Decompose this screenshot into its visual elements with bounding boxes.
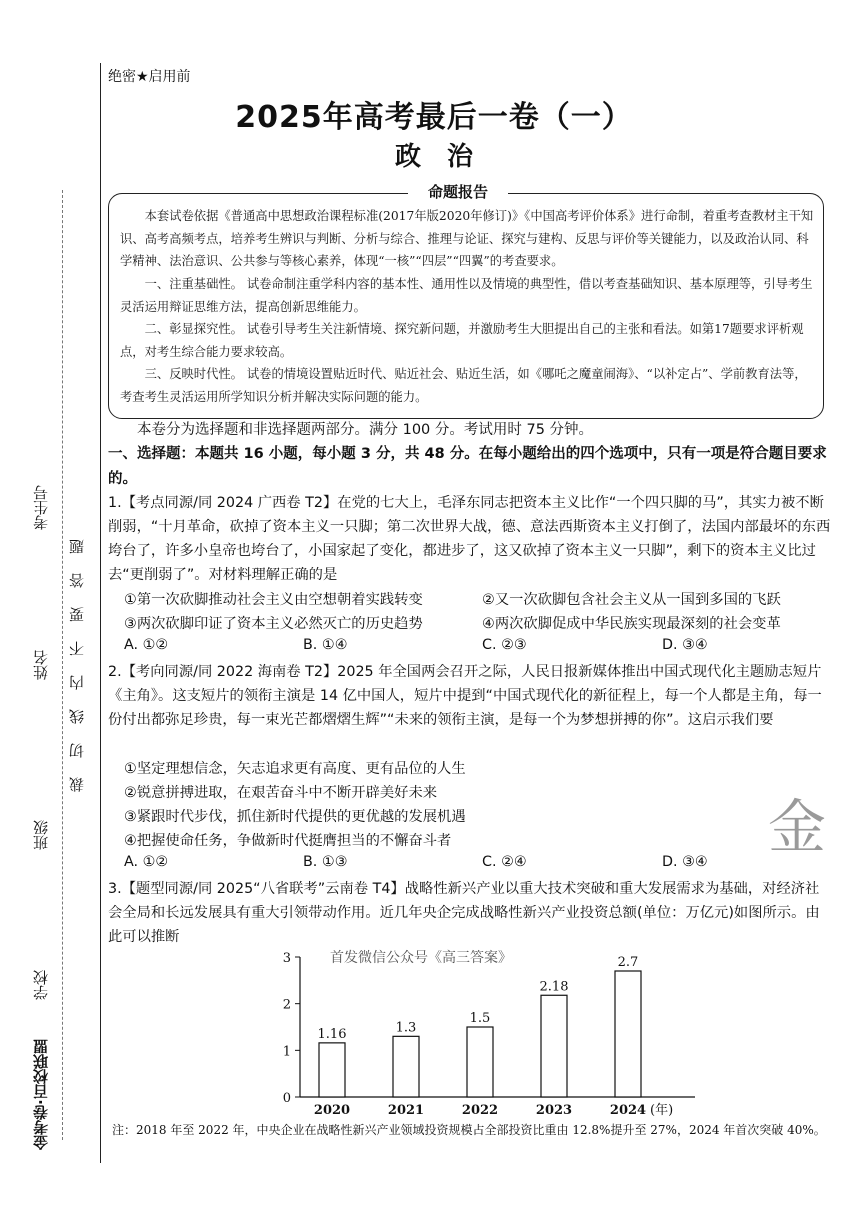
q2-statement-4: ④把握使命任务，争做新时代挺膺担当的不懈奋斗者 <box>124 833 452 849</box>
cut-line <box>62 190 63 1140</box>
q2-statement-2: ②锐意拼搏进取，在艰苦奋斗中不断开辟美好未来 <box>124 785 438 801</box>
x-unit-label: (年) <box>650 1103 674 1118</box>
report-heading: 命题报告 <box>408 181 508 202</box>
q1-statement-1: ①第一次砍脚推动社会主义由空想朝着实践转变 <box>124 592 423 608</box>
bar <box>467 1027 493 1097</box>
question-2-stem: 2.【考向同源/同 2022 海南卷 T2】2025 年全国两会召开之际，人民日报新媒体推出中国式现代化主题励志短片《主角》。这支短片的领衔主演是 14 亿中国人，短片中提到“中国式现代化的新征程上，每一个人都是主角，每一份付出都弥足珍贵，每一束光芒都熠熠生辉”“未来的领衔主演，是每一个为梦想拼搏的你”。这启示我们要 <box>108 664 822 728</box>
class-label: 班级 <box>32 820 50 850</box>
page-title: 2025年高考最后一卷（一） <box>235 100 633 135</box>
y-tick-label: 1 <box>282 1044 291 1060</box>
data-label: 1.3 <box>395 1020 417 1036</box>
exam-intro: 本卷分为选择题和非选择题两部分。满分 100 分。考试用时 75 分钟。 <box>137 422 594 438</box>
data-label: 1.16 <box>317 1026 347 1042</box>
x-tick-label: 2021 <box>387 1103 425 1118</box>
report-para-2: 一、注重基础性。 试卷命制注重学科内容的基本性、通用性以及情境的典型性，借以考查基础知识、基本原理等，引导考生灵活运用辩证思维方法，提高创新思维能力。 <box>120 277 813 314</box>
x-tick-label: 2023 <box>535 1103 573 1118</box>
investment-bar-chart <box>270 945 710 1120</box>
bar <box>541 995 567 1097</box>
school-label: 学校 <box>32 970 50 1000</box>
q1-statement-3: ③两次砍脚印证了资本主义必然灭亡的历史趋势 <box>124 616 423 632</box>
q2-statement-1: ①坚定理想信念，矢志追求更有高度、更有品位的人生 <box>124 761 466 777</box>
report-para-3: 二、彰显探究性。 试卷引导考生关注新情境、探究新问题，并激励考生大胆提出自己的主张和看法。如第17题要求评析观点，对考生综合能力要求较高。 <box>120 322 804 359</box>
q2-statement-3: ③紧跟时代步伐，抓住新时代提供的更优越的发展机遇 <box>124 809 466 825</box>
q2-option-a: A. ①② <box>124 854 169 870</box>
q2-option-d: D. ③④ <box>662 854 708 870</box>
q1-option-b: B. ①④ <box>303 637 348 653</box>
x-tick-label: 2020 <box>313 1103 351 1118</box>
q2-option-c: C. ②④ <box>482 854 527 870</box>
question-3-stem: 3.【题型同源/同 2025“八省联考”云南卷 T4】战略性新兴产业以重大技术突破和重大发展需求为基础，对经济社会全局和长远发展具有重大引领带动作用。近几年央企完成战略性新兴产业投资总额(单位：万亿元)如图所示。由此可以推断 <box>108 881 820 945</box>
x-tick-label: 2022 <box>461 1103 499 1118</box>
q1-option-c: C. ②③ <box>482 637 527 653</box>
cut-line-text: 裁 切 线 内 不 要 答 题 <box>68 537 86 793</box>
exam-number-label: 考生号 <box>32 485 50 530</box>
y-tick-label: 3 <box>282 951 291 966</box>
bar <box>393 1036 419 1097</box>
y-tick-label: 2 <box>282 997 291 1013</box>
brand-label: 金考卷·百校联盟 <box>32 1039 50 1150</box>
x-tick-label: 2024 <box>609 1103 647 1118</box>
subject-title: 政 治 <box>394 142 473 172</box>
data-label: 1.5 <box>469 1011 491 1026</box>
report-para-1: 本套试卷依据《普通高中思想政治课程标准(2017年版2020年修订)》《中国高考评价体系》进行命制，着重考查教材主干知识、高考高频考点，培养考生辨识与判断、分析与综合、推理与论证、探究与建构、反思与评价等关键能力，以及政治认同、科学精神、法治意识、公共参与等核心素养，体现“一核”“四层”“四翼”的考查要求。 <box>120 209 814 268</box>
bar <box>319 1043 345 1097</box>
q1-statement-4: ④两次砍脚促成中华民族实现最深刻的社会变革 <box>482 616 781 632</box>
chart-watermark: 首发微信公众号《高三答案》 <box>330 950 512 966</box>
y-tick-label: 0 <box>282 1091 291 1106</box>
q1-option-a: A. ①② <box>124 637 169 653</box>
q1-option-d: D. ③④ <box>662 637 708 653</box>
name-label: 姓名 <box>32 650 50 680</box>
binding-line <box>100 63 101 1163</box>
data-label: 2.7 <box>617 955 639 970</box>
q1-statement-2: ②又一次砍脚包含社会主义从一国到多国的飞跃 <box>482 592 781 608</box>
q2-option-b: B. ①③ <box>303 854 348 870</box>
secret-label: 绝密★启用前 <box>108 69 191 85</box>
report-para-4: 三、反映时代性。 试卷的情境设置贴近时代、贴近社会、贴近生活，如《哪吒之魔童闹海》、“以补定占”、学前教育法等，考查考生灵活运用所学知识分析并解决实际问题的能力。 <box>120 367 807 404</box>
section-one-heading: 一、选择题：本题共 16 小题，每小题 3 分，共 48 分。在每小题给出的四个选项中，只有一项是符合题目要求的。 <box>108 446 827 487</box>
chart-note: 注：2018 年至 2022 年，中央企业在战略性新兴产业领域投资规模占全部投资比重由 12.8%提升至 27%，2024 年首次突破 40%。 <box>112 1123 826 1137</box>
seal-stamp: 金 <box>768 793 827 861</box>
data-label: 2.18 <box>539 979 569 995</box>
question-1-stem: 1.【考点同源/同 2024 广西卷 T2】在党的七大上，毛泽东同志把资本主义比作“一个四只脚的马”，其实力被不断削弱，“十月革命，砍掉了资本主义一只脚；第二次世界大战，德、意法西斯资本主义打倒了，法国内部最坏的东西垮台了，许多小皇帝也垮台了，小国家起了变化，都进步了，这又砍掉了资本主义一只脚”，剩下的资本主义比过去“更削弱了”。对材料理解正确的是 <box>108 495 831 583</box>
bar <box>615 971 641 1097</box>
